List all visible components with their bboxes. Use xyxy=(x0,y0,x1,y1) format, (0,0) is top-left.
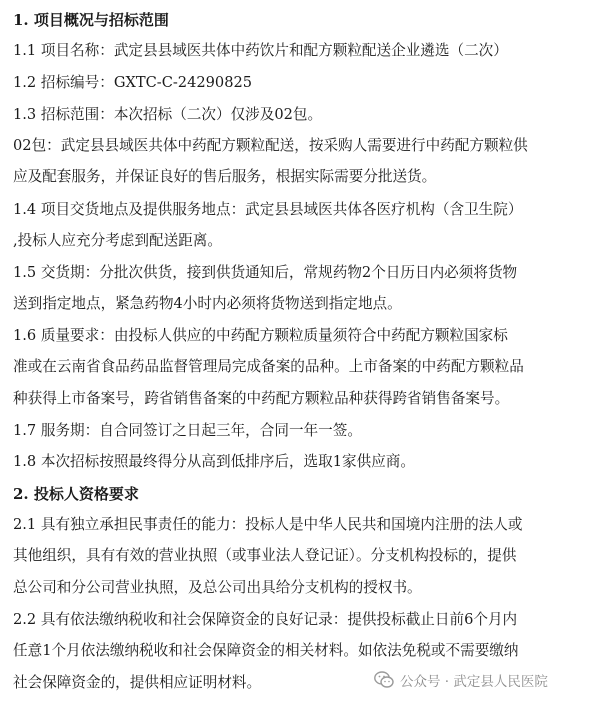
section-heading-2: 2. 投标人资格要求 xyxy=(13,485,139,503)
item-1-3: 1.3 招标范围：本次招标（二次）仅涉及02包。 xyxy=(13,106,323,123)
item-1-7: 1.7 服务期：自合同签订之日起三年，合同一年一签。 xyxy=(13,422,362,439)
item-2-2-line-2: 任意1个月依法缴纳税收和社会保障资金的相关材料。如依法免税或不需要缴纳 xyxy=(13,642,519,659)
item-2-1-line-3: 总公司和分公司营业执照，及总公司出具给分支机构的授权书。 xyxy=(13,579,422,596)
item-2-2-line-1: 2.2 具有依法缴纳税收和社会保障资金的良好记录：提供投标截止日前6个月内 xyxy=(13,611,518,628)
package-02-line-1: 02包：武定县县域医共体中药配方颗粒配送，按采购人需要进行中药配方颗粒供 xyxy=(13,137,528,154)
wechat-watermark xyxy=(374,666,548,694)
item-2-1-line-1: 2.1 具有独立承担民事责任的能力：投标人是中华人民共和国境内注册的法人或 xyxy=(13,516,523,533)
wechat-icon xyxy=(374,671,394,689)
item-2-2-line-3: 社会保障资金的，提供相应证明材料。 xyxy=(13,674,262,691)
item-1-1: 1.1 项目名称：武定县县域医共体中药饮片和配方颗粒配送企业遴选（二次） xyxy=(13,42,508,59)
item-1-5-line-2: 送到指定地点，紧急药物4小时内必须将货物送到指定地点。 xyxy=(13,295,402,312)
item-1-2: 1.2 招标编号：GXTC-C-24290825 xyxy=(13,74,253,91)
item-1-6-line-2: 准或在云南省食品药品监督管理局完成备案的品种。上市备案的中药配方颗粒品 xyxy=(13,358,524,375)
item-1-4-line-2: ,投标人应充分考虑到配送距离。 xyxy=(13,232,222,249)
item-1-6-line-3: 种获得上市备案号，跨省销售备案的中药配方颗粒品种获得跨省销售备案号。 xyxy=(13,390,510,407)
item-1-8: 1.8 本次招标按照最终得分从高到低排序后，选取1家供应商。 xyxy=(13,453,415,470)
item-1-6-line-1: 1.6 质量要求：由投标人供应的中药配方颗粒质量须符合中药配方颗粒国家标 xyxy=(13,327,508,344)
item-1-4-line-1: 1.4 项目交货地点及提供服务地点：武定县县域医共体各医疗机构（含卫生院） xyxy=(13,201,523,218)
item-1-5-line-1: 1.5 交货期：分批次供货，接到供货通知后，常规药物2个日历日内必须将货物 xyxy=(13,264,518,281)
section-heading-1: 1. 项目概况与招标范围 xyxy=(13,11,169,29)
item-2-1-line-2: 其他组织，具有有效的营业执照（或事业法人登记证）。分支机构投标的，提供 xyxy=(13,547,517,564)
package-02-line-2: 应及配套服务，并保证良好的售后服务，根据实际需要分批送货。 xyxy=(13,168,437,185)
watermark-text: 公众号 · 武定县人民医院 xyxy=(400,674,548,690)
